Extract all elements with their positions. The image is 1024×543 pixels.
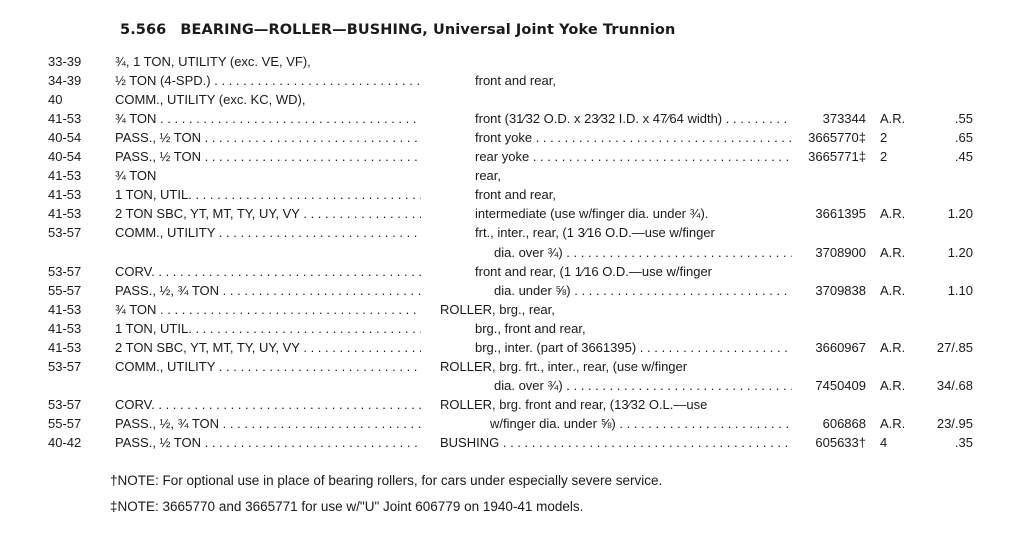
- table-row: [0, 186, 1024, 204]
- quantity-cell: A.R.: [880, 244, 906, 260]
- part-number-cell: 3709838: [815, 282, 866, 298]
- price-cell: .45: [954, 149, 973, 165]
- description-cell: front (31⁄32 O.D. x 23⁄32 I.D. x 47⁄64 width) . . .: [475, 110, 792, 128]
- description-cell: intermediate (use w/finger dia. under ¾).: [475, 206, 709, 222]
- table-row: [0, 434, 1024, 452]
- description-cell: dia. over ¾) . . .: [494, 377, 792, 395]
- description-cell: front and rear,: [475, 187, 556, 203]
- quantity-cell: 2: [880, 130, 888, 146]
- part-number-cell: 3660967: [815, 339, 866, 355]
- table-row: [0, 339, 1024, 357]
- description-cell: front yoke . . .: [475, 129, 792, 147]
- quantity-cell: 2: [880, 149, 888, 165]
- years-cell: 53-57: [48, 225, 82, 241]
- years-cell: 41-53: [48, 187, 82, 203]
- price-cell: 27/.85: [936, 339, 973, 355]
- quantity-cell: A.R.: [880, 339, 906, 355]
- quantity-cell: 4: [880, 435, 888, 450]
- price-cell: 1.20: [947, 244, 973, 260]
- model-cell: PASS., ½, ¾ TON . . .: [115, 415, 421, 433]
- description-cell: frt., inter., rear, (1 3⁄16 O.D.—use w/finger: [475, 225, 715, 241]
- quantity-cell: A.R.: [880, 111, 906, 127]
- years-cell: 53-57: [48, 263, 82, 279]
- model-cell: 2 TON SBC, YT, MT, TY, UY, VY . . .: [115, 205, 421, 223]
- model-cell: 1 TON, UTIL. . . .: [115, 320, 421, 338]
- model-cell: ¾ TON . . .: [115, 110, 421, 128]
- description-cell: brg., front and rear,: [475, 320, 586, 336]
- table-row: [0, 110, 1024, 128]
- part-number-cell: 3708900: [815, 244, 866, 260]
- years-cell: 41-53: [48, 301, 82, 317]
- table-row: [0, 167, 1024, 185]
- price-cell: .65: [954, 130, 973, 146]
- part-number-cell: 3665771‡: [808, 149, 866, 165]
- years-cell: 40-54: [48, 130, 82, 146]
- description-cell: rear yoke . . .: [475, 148, 792, 166]
- description-cell: ROLLER, brg. front and rear, (13⁄32 O.L.—use: [440, 396, 708, 412]
- model-cell: PASS., ½ TON . . .: [115, 434, 421, 452]
- model-cell: COMM., UTILITY . . .: [115, 224, 421, 242]
- model-cell: ½ TON (4-SPD.) . . .: [115, 72, 421, 90]
- years-cell: 55-57: [48, 282, 82, 298]
- years-cell: 41-53: [48, 339, 82, 355]
- model-cell: PASS., ½ TON . . .: [115, 148, 421, 166]
- table-row: [0, 244, 1024, 262]
- description-cell: front and rear, (1 1⁄16 O.D.—use w/finger: [475, 263, 713, 279]
- model-cell: 2 TON SBC, YT, MT, TY, UY, VY . . .: [115, 339, 421, 357]
- description-cell: w/finger dia. under ⅝) . . .: [490, 415, 792, 433]
- description-cell: rear,: [475, 168, 502, 184]
- model-cell: CORV. . . .: [115, 263, 421, 281]
- table-row: [0, 415, 1024, 433]
- model-cell: PASS., ½, ¾ TON . . .: [115, 282, 421, 300]
- price-cell: 23/.95: [936, 415, 973, 431]
- model-cell: ¾ TON . . .: [115, 301, 421, 319]
- price-cell: .35: [954, 435, 973, 450]
- part-number-cell: 3661395: [815, 206, 866, 222]
- description-cell: front and rear,: [475, 73, 556, 89]
- table-row: [0, 396, 1024, 414]
- quantity-cell: A.R.: [880, 206, 906, 222]
- years-cell: 53-57: [48, 396, 82, 412]
- years-cell: 34-39: [48, 73, 82, 89]
- quantity-cell: A.R.: [880, 415, 906, 431]
- description-cell: brg., inter. (part of 3661395) . . .: [475, 339, 792, 357]
- years-cell: 53-57: [48, 358, 82, 374]
- price-cell: 34/.68: [936, 377, 973, 393]
- part-number-cell: 373344: [822, 111, 866, 127]
- description-cell: ROLLER, brg. frt., inter., rear, (use w/finger: [440, 358, 688, 374]
- footnote: †NOTE: For optional use in place of bearing rollers, for cars under especially severe service.: [110, 473, 663, 488]
- table-row: [0, 129, 1024, 147]
- section-title: [120, 22, 675, 38]
- section-number: 5.566: [120, 22, 167, 38]
- years-cell: 41-53: [48, 168, 82, 184]
- table-row: [0, 53, 1024, 71]
- part-number-cell: 3665770‡: [808, 130, 866, 146]
- table-row: [0, 205, 1024, 223]
- description-cell: ROLLER, brg., rear,: [440, 301, 555, 317]
- table-row: [0, 91, 1024, 109]
- model-cell: 1 TON, UTIL. . . .: [115, 186, 421, 204]
- quantity-cell: A.R.: [880, 377, 906, 393]
- years-cell: 40: [48, 92, 63, 108]
- part-number-cell: 7450409: [815, 377, 866, 393]
- table-row: [0, 301, 1024, 319]
- model-cell: ¾, 1 TON, UTILITY (exc. VE, VF),: [115, 54, 311, 69]
- description-cell: dia. over ¾) . . .: [494, 244, 792, 262]
- model-cell: COMM., UTILITY . . .: [115, 358, 421, 376]
- model-cell: COMM., UTILITY (exc. KC, WD),: [115, 92, 306, 108]
- table-row: [0, 320, 1024, 338]
- model-cell: ¾ TON: [115, 168, 157, 184]
- table-row: [0, 224, 1024, 242]
- description-cell: dia. under ⅝) . . .: [494, 282, 792, 300]
- model-cell: CORV. . . .: [115, 396, 421, 414]
- description-cell: BUSHING . . .: [440, 434, 792, 452]
- years-cell: 40-54: [48, 149, 82, 165]
- table-row: [0, 72, 1024, 90]
- table-row: [0, 263, 1024, 281]
- table-row: [0, 377, 1024, 395]
- price-cell: 1.20: [947, 206, 973, 222]
- part-number-cell: 605633†: [815, 435, 866, 450]
- years-cell: 40-42: [48, 435, 82, 450]
- section-heading: BEARING—ROLLER—BUSHING, Universal Joint Yoke Trunnion: [180, 22, 676, 38]
- footnote: ‡NOTE: 3665770 and 3665771 for use w/"U" Joint 606779 on 1940-41 models.: [110, 499, 584, 514]
- years-cell: 41-53: [48, 206, 82, 222]
- years-cell: 33-39: [48, 54, 82, 69]
- quantity-cell: A.R.: [880, 282, 906, 298]
- years-cell: 41-53: [48, 320, 82, 336]
- years-cell: 55-57: [48, 415, 82, 431]
- table-row: [0, 282, 1024, 300]
- model-cell: PASS., ½ TON . . .: [115, 129, 421, 147]
- price-cell: 1.10: [947, 282, 973, 298]
- years-cell: 41-53: [48, 111, 82, 127]
- table-row: [0, 358, 1024, 376]
- table-row: [0, 148, 1024, 166]
- part-number-cell: 606868: [822, 415, 866, 431]
- price-cell: .55: [954, 111, 973, 127]
